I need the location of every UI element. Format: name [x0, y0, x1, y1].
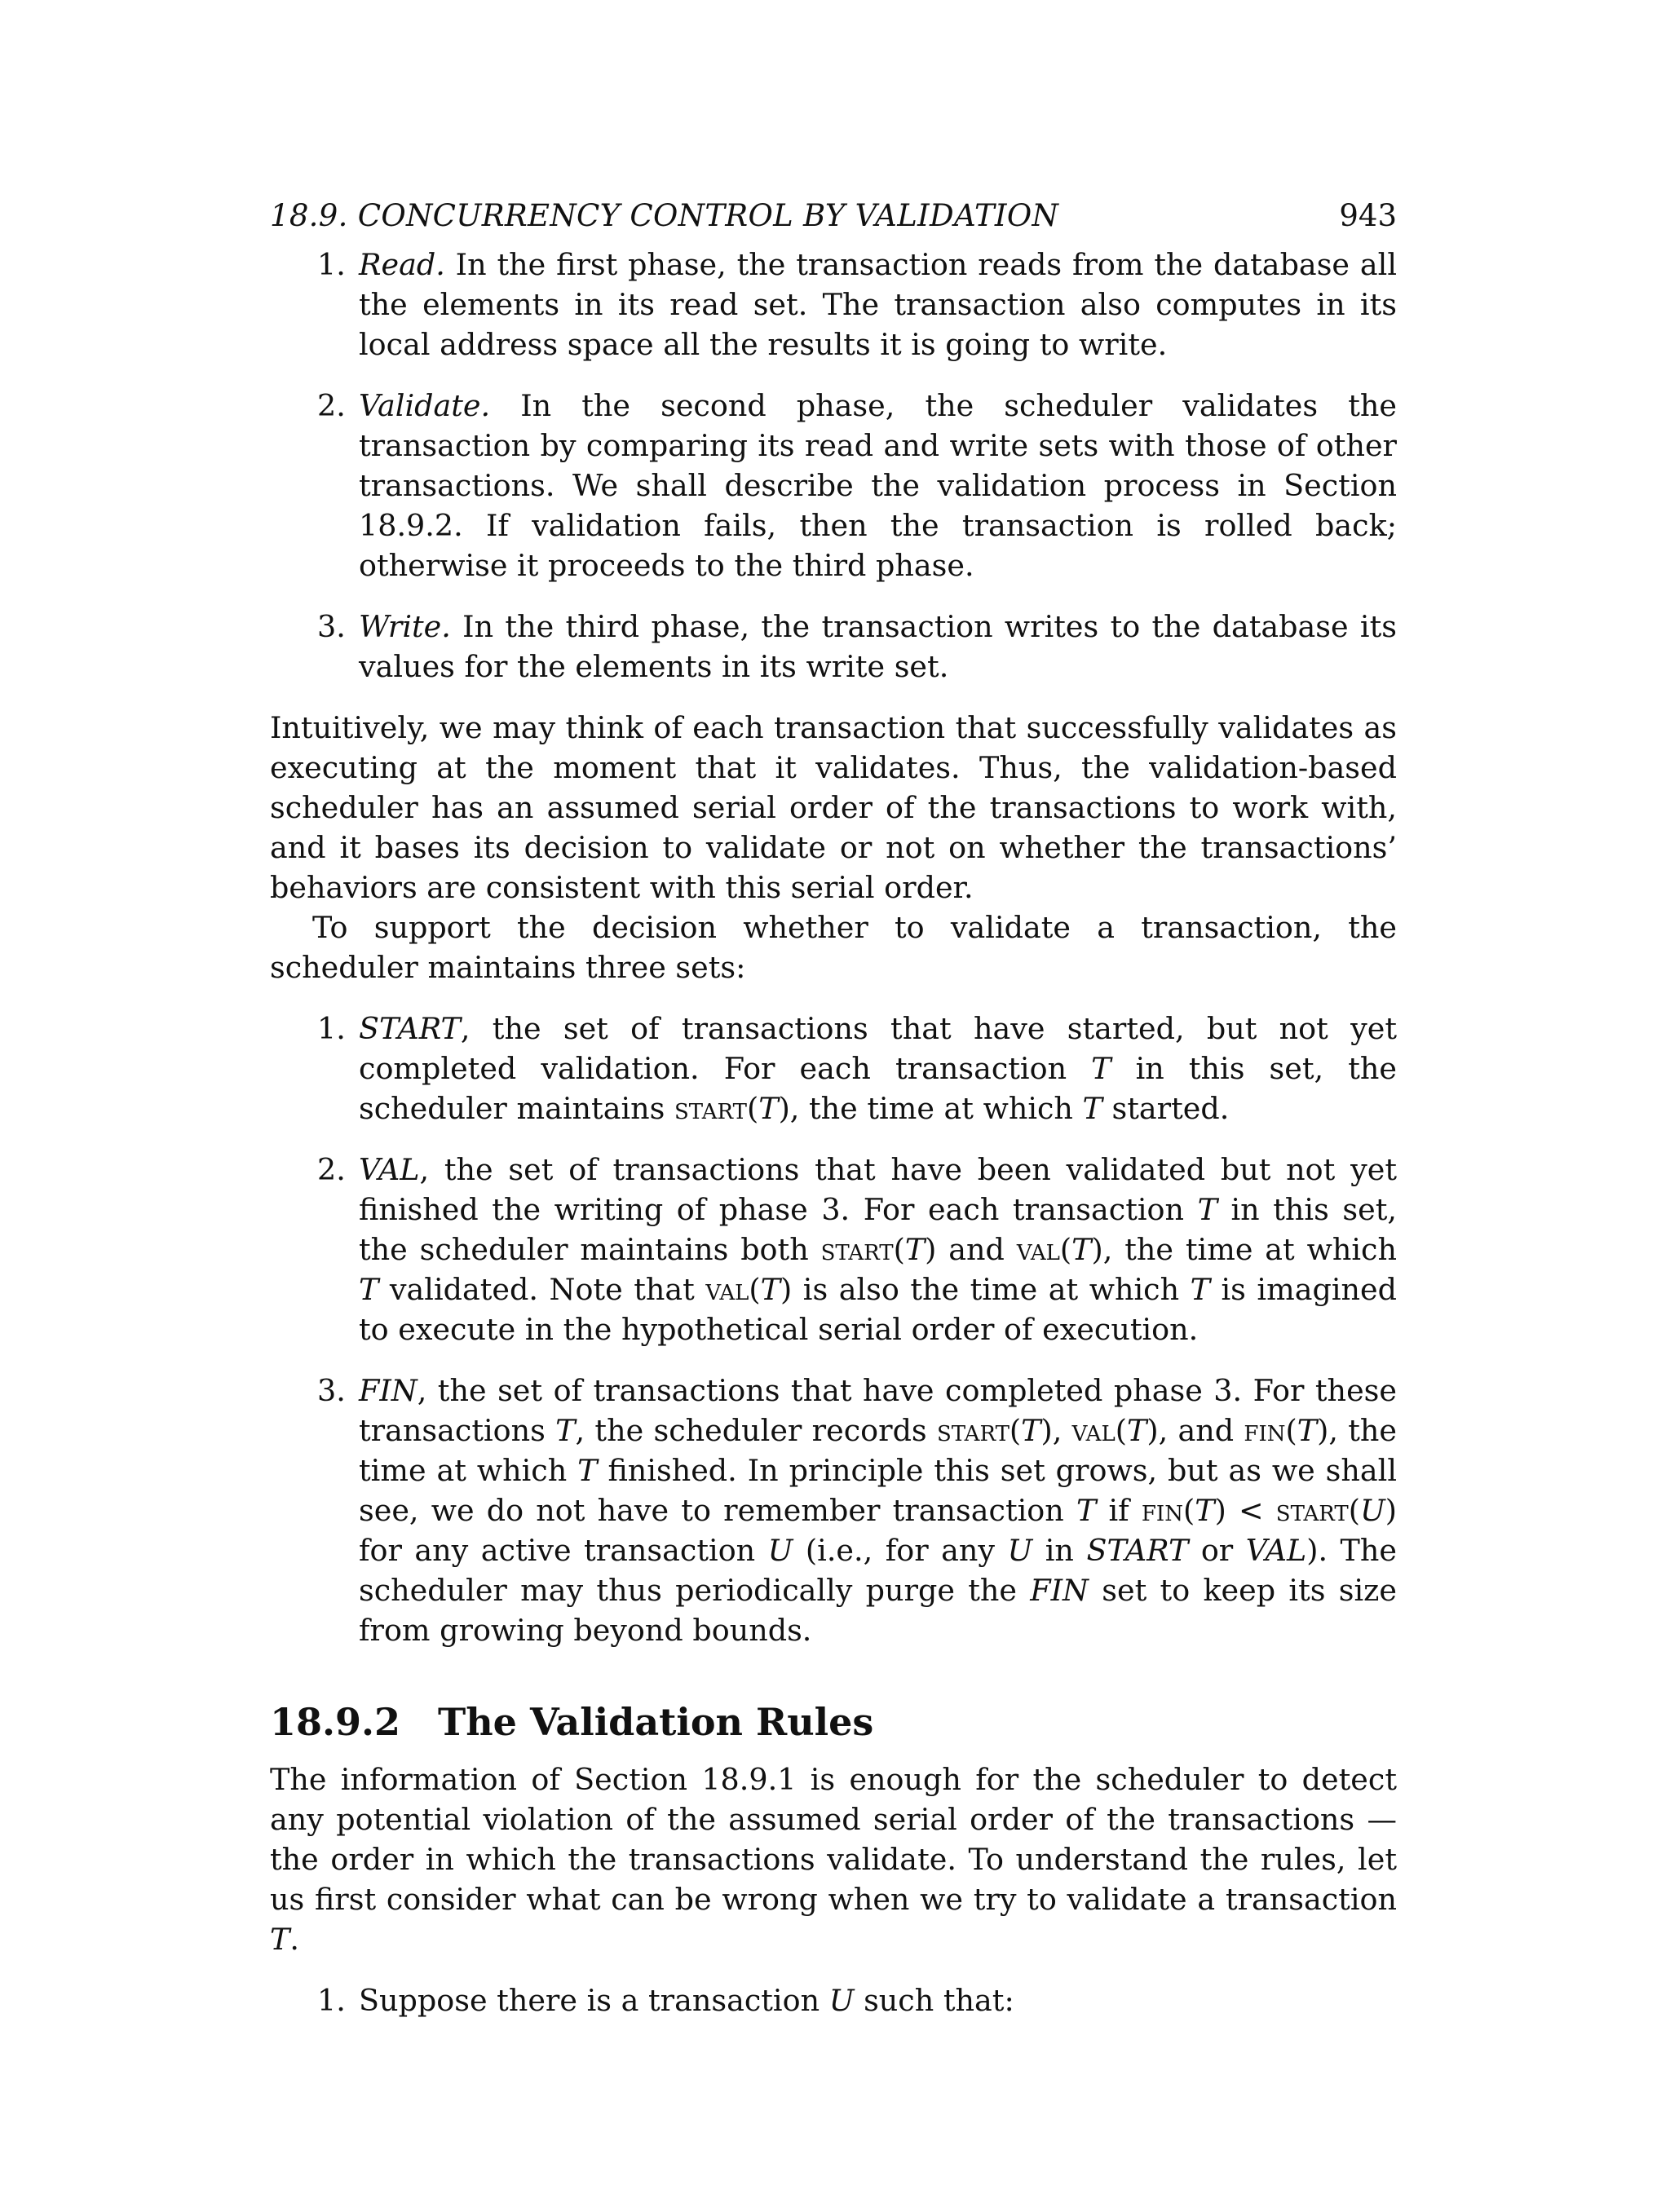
spacer: [270, 1959, 1397, 1980]
math-var: T: [1071, 1232, 1092, 1267]
text-run: (: [1182, 1493, 1195, 1528]
text-run: , the set of transactions that have completed phase 3. For these transactions: [359, 1373, 1397, 1448]
item-label: Validate.: [359, 388, 491, 423]
list-item: [270, 245, 1397, 364]
text-run: (: [893, 1232, 905, 1267]
math-var: T: [1021, 1413, 1041, 1448]
rule-list: [270, 1980, 1397, 2020]
text-run: The information of Section 18.9.1 is enough for the scheduler to detect any potential violation of the assumed serial order of the transactions — the order in which the transactions validate. To understand the rules, let us first consider what can be wrong when we try to validate a transaction: [270, 1762, 1397, 1917]
page-number: 943: [1339, 198, 1397, 233]
paragraph: To support the decision whether to validate a transaction, the scheduler maintains three sets:: [270, 910, 1397, 985]
math-var: T: [904, 1232, 926, 1267]
spacer: [270, 987, 1397, 1009]
item-number: 2.: [317, 1152, 346, 1187]
item-text: In the first phase, the transaction reads from the database all the elements in its read set. The transaction also computes in its local address space all the results it is going to write.: [359, 247, 1397, 362]
text-run: (: [1348, 1493, 1360, 1528]
text-run: is imagined to execute in the hypothetical serial order of execution.: [359, 1272, 1397, 1347]
text-run: (: [1115, 1413, 1127, 1448]
spacer: [270, 585, 1397, 607]
text-run: started.: [1102, 1091, 1230, 1126]
text-run: (: [746, 1091, 759, 1126]
item-text: In the second phase, the scheduler validates the transaction by comparing its read and write sets with those of other transactions. We shall describe the validation process in Section 18.9.2. If validation fails, then the transaction is rolled back; otherwise it proceeds to the third phase.: [359, 388, 1397, 583]
text-run: ) and: [925, 1232, 1017, 1267]
spacer: [270, 1650, 1397, 1698]
math-var: T: [270, 1922, 290, 1957]
math-var: T: [577, 1453, 598, 1488]
math-var: T: [1197, 1192, 1217, 1227]
math-var: T: [555, 1413, 576, 1448]
text-run: set to keep its size from growing beyond bounds.: [359, 1573, 1397, 1648]
item-number: 2.: [317, 388, 346, 423]
header-title: 18.9. CONCURRENCY CONTROL BY VALIDATION: [270, 198, 1059, 233]
text-run: (: [749, 1272, 761, 1307]
paragraph: [270, 1759, 1397, 1959]
spacer: [270, 1746, 1397, 1759]
page: [270, 196, 1397, 2020]
func-name: val: [1071, 1413, 1116, 1448]
list-item: [270, 607, 1397, 687]
set-name: VAL: [359, 1152, 420, 1187]
item-number: 3.: [317, 1373, 346, 1408]
math-var: T: [359, 1272, 379, 1307]
text-run: such that:: [854, 1983, 1014, 2018]
func-name: val: [1016, 1232, 1060, 1267]
list-item: [270, 1980, 1397, 2020]
math-var: T: [1091, 1051, 1111, 1086]
math-var: U: [828, 1983, 855, 2018]
text-run: in this set, the scheduler maintains both: [359, 1192, 1397, 1267]
math-var: T: [758, 1091, 779, 1126]
paragraph: Intuitively, we may think of each transaction that successfully validates as executing at the moment that it validates. Thus, the validation-based scheduler has an assumed serial order of the transactions to work with, and it bases its decision to validate or not on whether the transactions’ behaviors are consistent with this serial order.: [270, 710, 1397, 905]
func-name: start: [936, 1413, 1010, 1448]
item-label: Read.: [359, 247, 445, 282]
spacer: [270, 1349, 1397, 1371]
text-run: (: [1059, 1232, 1072, 1267]
list-item: [270, 386, 1397, 585]
set-name: FIN: [1030, 1573, 1089, 1608]
func-name: start: [820, 1232, 894, 1267]
text-run: (: [1009, 1413, 1022, 1448]
list-item-val-set: [270, 1150, 1397, 1349]
math-var: U: [767, 1533, 793, 1568]
item-number: 3.: [317, 609, 346, 644]
item-number: 1.: [317, 247, 346, 282]
text-run: ), and: [1146, 1413, 1244, 1448]
text-run: Suppose there is a transaction: [359, 1983, 829, 2018]
set-name: FIN: [359, 1373, 418, 1408]
section-heading: [270, 1698, 1397, 1746]
func-name: start: [674, 1091, 747, 1126]
text-run: , the set of transactions that have been validated but not yet finished the writing of phase 3. For each transaction: [359, 1152, 1397, 1227]
text-run: if: [1096, 1493, 1142, 1528]
math-var: U: [1007, 1533, 1033, 1568]
text-run: (: [1285, 1413, 1297, 1448]
set-name: START: [1086, 1533, 1189, 1568]
running-header: [270, 196, 1397, 245]
text-run: ). The scheduler may thus periodically purge the: [359, 1533, 1397, 1608]
item-text: In the third phase, the transaction writes to the database its values for the elements in its write set.: [359, 609, 1397, 684]
math-var: T: [760, 1272, 781, 1307]
math-var: U: [1360, 1493, 1385, 1528]
math-var: T: [1076, 1493, 1097, 1528]
text-run: ),: [1040, 1413, 1072, 1448]
text-run: ), the time at which: [359, 1413, 1397, 1488]
set-name: START: [359, 1011, 461, 1046]
text-run: .: [289, 1922, 299, 1957]
math-var: T: [1190, 1272, 1210, 1307]
math-var: T: [1297, 1413, 1318, 1448]
text-run: validated. Note that: [378, 1272, 706, 1307]
set-list: [270, 1009, 1397, 1650]
spacer: [270, 687, 1397, 708]
text-run: in this set, the scheduler maintains: [359, 1051, 1397, 1126]
list-item-start-set: [270, 1009, 1397, 1128]
spacer: [270, 364, 1397, 386]
text-run: in: [1032, 1533, 1087, 1568]
func-name: fin: [1244, 1413, 1286, 1448]
item-label: Write.: [359, 609, 451, 644]
item-number: 1.: [317, 1983, 346, 2018]
func-name: fin: [1141, 1493, 1183, 1528]
text-run: finished. In principle this set grows, but as we shall see, we do not have to remember transaction: [359, 1453, 1397, 1528]
phase-list: [270, 245, 1397, 687]
list-item-fin-set: [270, 1371, 1397, 1650]
text-run: , the set of transactions that have started, but not yet completed validation. For each transaction: [359, 1011, 1397, 1086]
text-run: ) for any active transaction: [359, 1493, 1398, 1568]
func-name: start: [1275, 1493, 1349, 1528]
set-name: VAL: [1245, 1533, 1307, 1568]
spacer: [270, 1128, 1397, 1150]
text-run: , the scheduler records: [575, 1413, 937, 1448]
section-number: 18.9.2: [270, 1700, 401, 1744]
text-run: (i.e., for any: [793, 1533, 1008, 1568]
section-title: The Validation Rules: [438, 1700, 874, 1744]
text-run: ), the time at which: [1091, 1232, 1397, 1267]
text-run: ) <: [1214, 1493, 1276, 1528]
math-var: T: [1126, 1413, 1147, 1448]
text-run: ), the time at which: [778, 1091, 1083, 1126]
item-number: 1.: [317, 1011, 346, 1046]
text-run: or: [1188, 1533, 1246, 1568]
func-name: val: [705, 1272, 749, 1307]
math-var: T: [1082, 1091, 1102, 1126]
math-var: T: [1195, 1493, 1215, 1528]
text-run: ) is also the time at which: [780, 1272, 1191, 1307]
